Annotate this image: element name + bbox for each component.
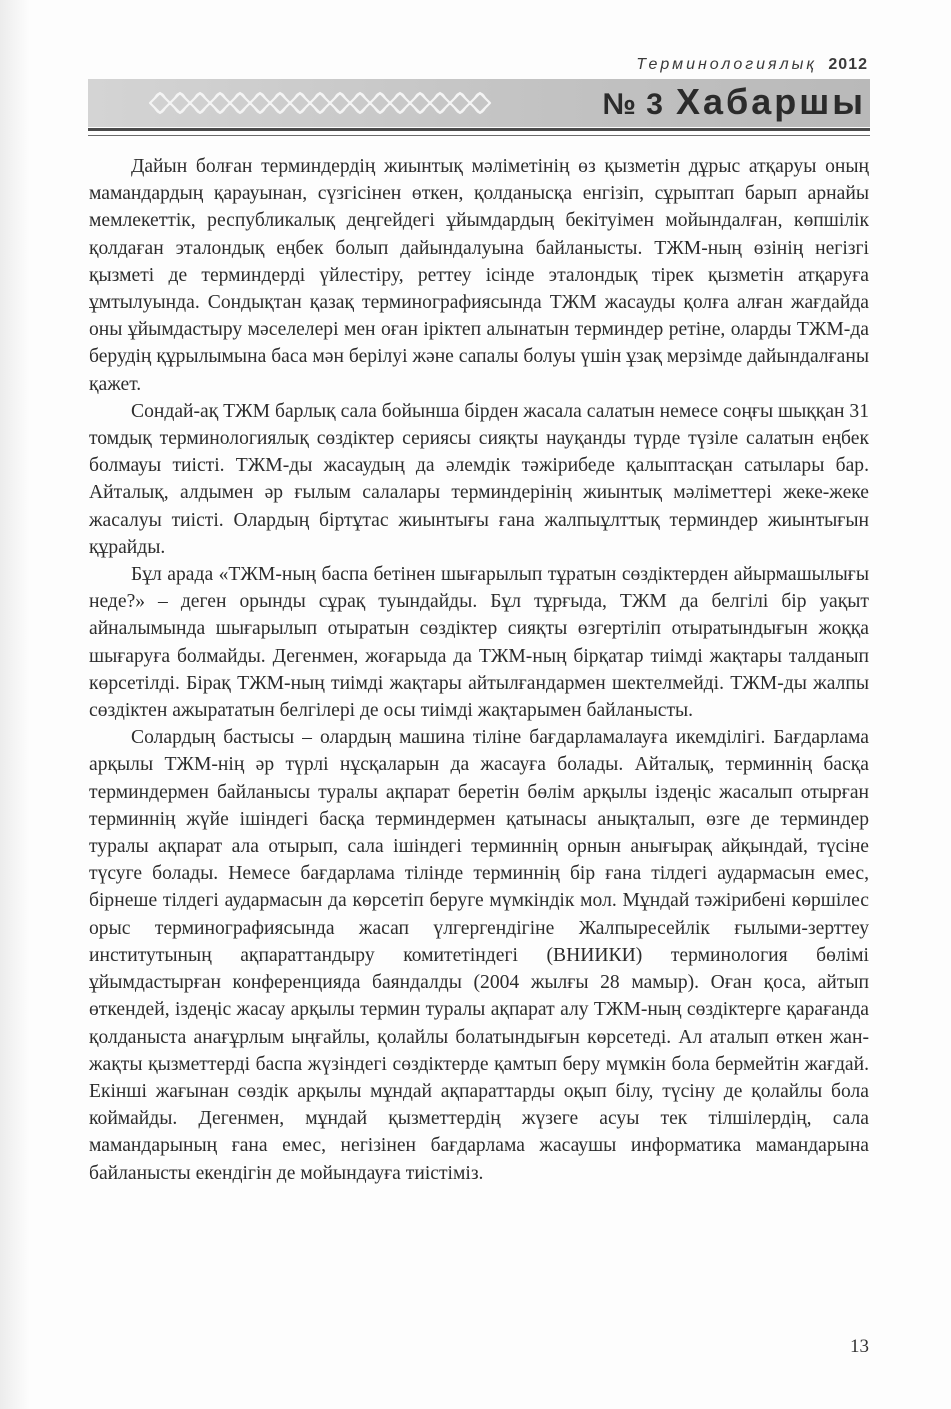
- journal-year: 2012: [828, 56, 868, 73]
- paragraph-2: Сондай-ақ ТЖМ барлық сала бойынша бірден жасала салатын немесе соңғы шыққан 31 томдық терминологиялық сөздіктер сериясы сияқты науқанды түрде түзіле салатын еңбек болмауы тиісті. ТЖМ-ды жасаудың да әлемдік тәжірибеде қалыптасқан сатылары бар. Айталық, алдымен әр ғылым салалары терминдерінің жиынтық мәліметтері жеке-жеке жасалуы тиісті. Олардың біртұтас жиынтығы ғана жалпыұлттық терминдер жиынтығын құрайды.: [89, 400, 869, 558]
- paragraph-4: Солардың бастысы – олардың машина тіліне бағдарламалауға икемділігі. Бағдарлама арқылы ТЖМ-нің әр түрлі нұсқаларын да жасауға болады. Айталық, терминнің басқа терминдермен байланысы туралы ақпарат беретін бөлім арқылы іздеңіс жасалып отырған терминнің жүйе ішіндегі басқа терминдермен қатынасы анықталып, өзге де терминдер туралы ақпарат ала отырып, сала ішіндегі терминнің орнын анығырақ айқындай, түсіне түсуге болады. Немесе бағдарлама тілінде терминнің бір ғана тілдегі аудармасын емес, бірнеше тілдегі аудармасын да көрсетіп беруге мүмкіндік мол. Мұндай тәжірибені көршілес орыс терминографиясында жасап үлгергендігіне Жалпыресейлік ғылыми-зерттеу институтының ақпараттандыру комитетіндегі (ВНИИКИ) терминология бөлімі ұйымдастырған конференцияда баяндалды (2004 жылғы 28 мамыр). Оған қоса, айтып өткендей, іздеңіс жасау арқылы термин туралы ақпарат алу ТЖМ-ның сөздіктерге қарағанда қолданыста анағұрлым ыңғайлы, қолайлы болатындығын көрсетеді. Ал аталып өткен жан-жақты қызметтерді баспа жүзіндегі сөздіктерде қамтып беру мүмкін бола бермейтін жағдай. Екінші жағынан сөздік арқылы мұндай ақпараттарды оқып білу, түсіну де қолайлы бола коймайды. Дегенмен, мұндай қызметтердің жүзеге асуы тек тілшілердің, сала мамандарының ғана емес, негізінен бағдарлама жасаушы информатика мамандарына байланысты екендігін де мойындауға тиістіміз.: [89, 727, 869, 1184]
- issue-number: № 3: [602, 88, 664, 121]
- page-number: 13: [850, 1336, 869, 1357]
- journal-header: [88, 52, 870, 137]
- journal-name: Хабаршы: [675, 81, 866, 122]
- header-rule-thick: [88, 128, 870, 131]
- issue-label: [603, 81, 867, 123]
- header-band: [88, 79, 870, 127]
- journal-title-line: [636, 56, 868, 74]
- ornament-pattern-icon: [146, 85, 506, 121]
- scan-shadow: [0, 0, 30, 1409]
- article-body: [89, 153, 869, 1187]
- paragraph-3: Бұл арада «ТЖМ-ның баспа бетінен шығарылып тұратын сөздіктерден айырмашылығы неде?» – деген орынды сұрақ туындайды. Бұл тұрғыда, ТЖМ да белгілі бір уақыт айналымында шығарылып отыратын сөздіктер сияқты өзгертіліп отыратындығын жоққа шығаруға болмайды. Дегенмен, жоғарыда да ТЖМ-ның бірқатар тиімді жақтары талданып көрсетілді. Бірақ ТЖМ-ның тиімді жақтары айтылғандармен шектелмейді. ТЖМ-ды жалпы сөздіктен ажырататын белгілері де осы тиімді жақтарымен байланысты.: [89, 564, 869, 722]
- journal-title: Терминологиялық: [636, 56, 817, 73]
- paragraph-1: Дайын болған терминдердің жиынтық мәліметінің өз қызметін дұрыс атқаруы оның мамандардың қарауынан, сүзгісінен өткен, қолданысқа енгізіп, сұрыптап барып арнайы мемлекеттік, республикалық деңгейдегі ұйымдардың бекітуімен мойындалған, көпшілік қолдаған эталондық еңбек болып дайындалуына байланысты. ТЖМ-ның өзінің негізгі қызметі де терминдерді үйлестіру, реттеу ісінде эталондық тірек қызметін атқаруға ұмтылуында. Сондықтан қазақ терминографиясында ТЖМ жасауды қолға алған жағдайда оны ұйымдастыру мәселелері мен оған іріктеп алынатын терминдер ретіне, оларды ТЖМ-да берудің құрылымына баса мән берілуі және сапалы болуы үшін ұзақ мерзімде дайындалғаны қажет.: [89, 156, 869, 395]
- header-rule-thin: [88, 135, 870, 136]
